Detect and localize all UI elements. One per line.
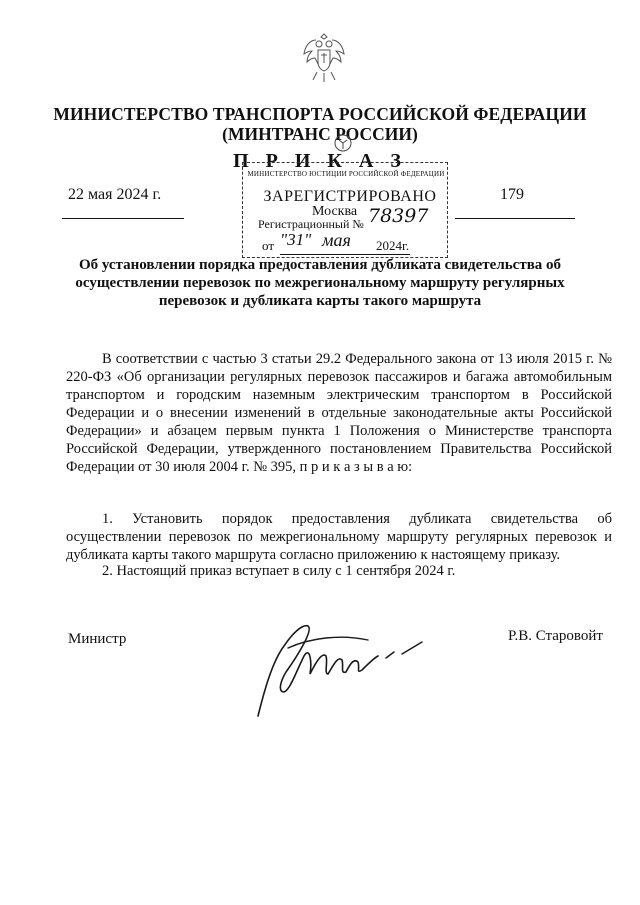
signatory-name: Р.В. Старовойт — [508, 628, 603, 644]
ministry-short-name: (МИНТРАНС РОССИИ) — [222, 124, 418, 144]
coat-of-arms-icon — [302, 28, 346, 88]
stamp-issuer: МИНИСТЕРСТВО ЮСТИЦИИ РОССИЙСКОЙ ФЕДЕРАЦИИ — [247, 170, 445, 178]
order-date: 22 мая 2024 г. — [68, 186, 162, 203]
order-number: 179 — [500, 186, 524, 203]
order-subject: Об установлении порядка предоставления дубликата свидетельства об осуществлении перевозок по межрегиональному маршруту регулярных перевозок и дубликата карты такого маршрута — [75, 257, 565, 309]
stamp-number-label: Регистрационный № — [258, 217, 364, 231]
stamp-date-prefix: от — [262, 238, 275, 253]
number-underline — [455, 218, 575, 219]
signatory-role: Министр — [68, 631, 127, 647]
ministry-name: МИНИСТЕРСТВО ТРАНСПОРТА РОССИЙСКОЙ ФЕДЕРАЦИИ — [53, 104, 587, 124]
stamp-registration-number: 78397 — [368, 205, 429, 227]
stamp-city: Москва — [312, 204, 358, 219]
order-item-2: 2. Настоящий приказ вступает в силу с 1 сентября 2024 г. — [102, 563, 456, 579]
stamp-month: мая — [322, 230, 351, 250]
stamp-emblem-icon — [332, 132, 354, 154]
stamp-status: ЗАРЕГИСТРИРОВАНО — [263, 188, 437, 205]
document-type-title: П Р И К А З — [233, 150, 407, 172]
handwritten-signature-icon — [250, 612, 430, 724]
preamble-paragraph: В соответствии с частью 3 статьи 29.2 Федерального закона от 13 июля 2015 г. № 220-ФЗ «Об организации регулярных перевозок пассажиров и багажа автомобильным транспортом и городским наземным электрическим транспортом в Российской Федерации и о внесении изменений в отдельные законодательные акты Российской Федерации» и абзацем первым пункта 1 Положения о Министерстве транспорта Российской Федерации, утвержденного постановлением Правительства Российской Федерации от 30 июля 2004 г. № 395, п р и к а з ы в а ю: — [66, 351, 612, 475]
stamp-year: 2024г. — [376, 238, 410, 253]
order-item-1: 1. Установить порядок предоставления дубликата свидетельства об осуществлении перевозок по межрегиональному маршруту регулярных перевозок и дубликата карты такого маршрута согласно приложению к настоящему приказу. — [66, 511, 612, 563]
stamp-date-underline — [280, 254, 410, 255]
date-underline — [62, 218, 184, 219]
stamp-day: "31" — [280, 230, 312, 249]
